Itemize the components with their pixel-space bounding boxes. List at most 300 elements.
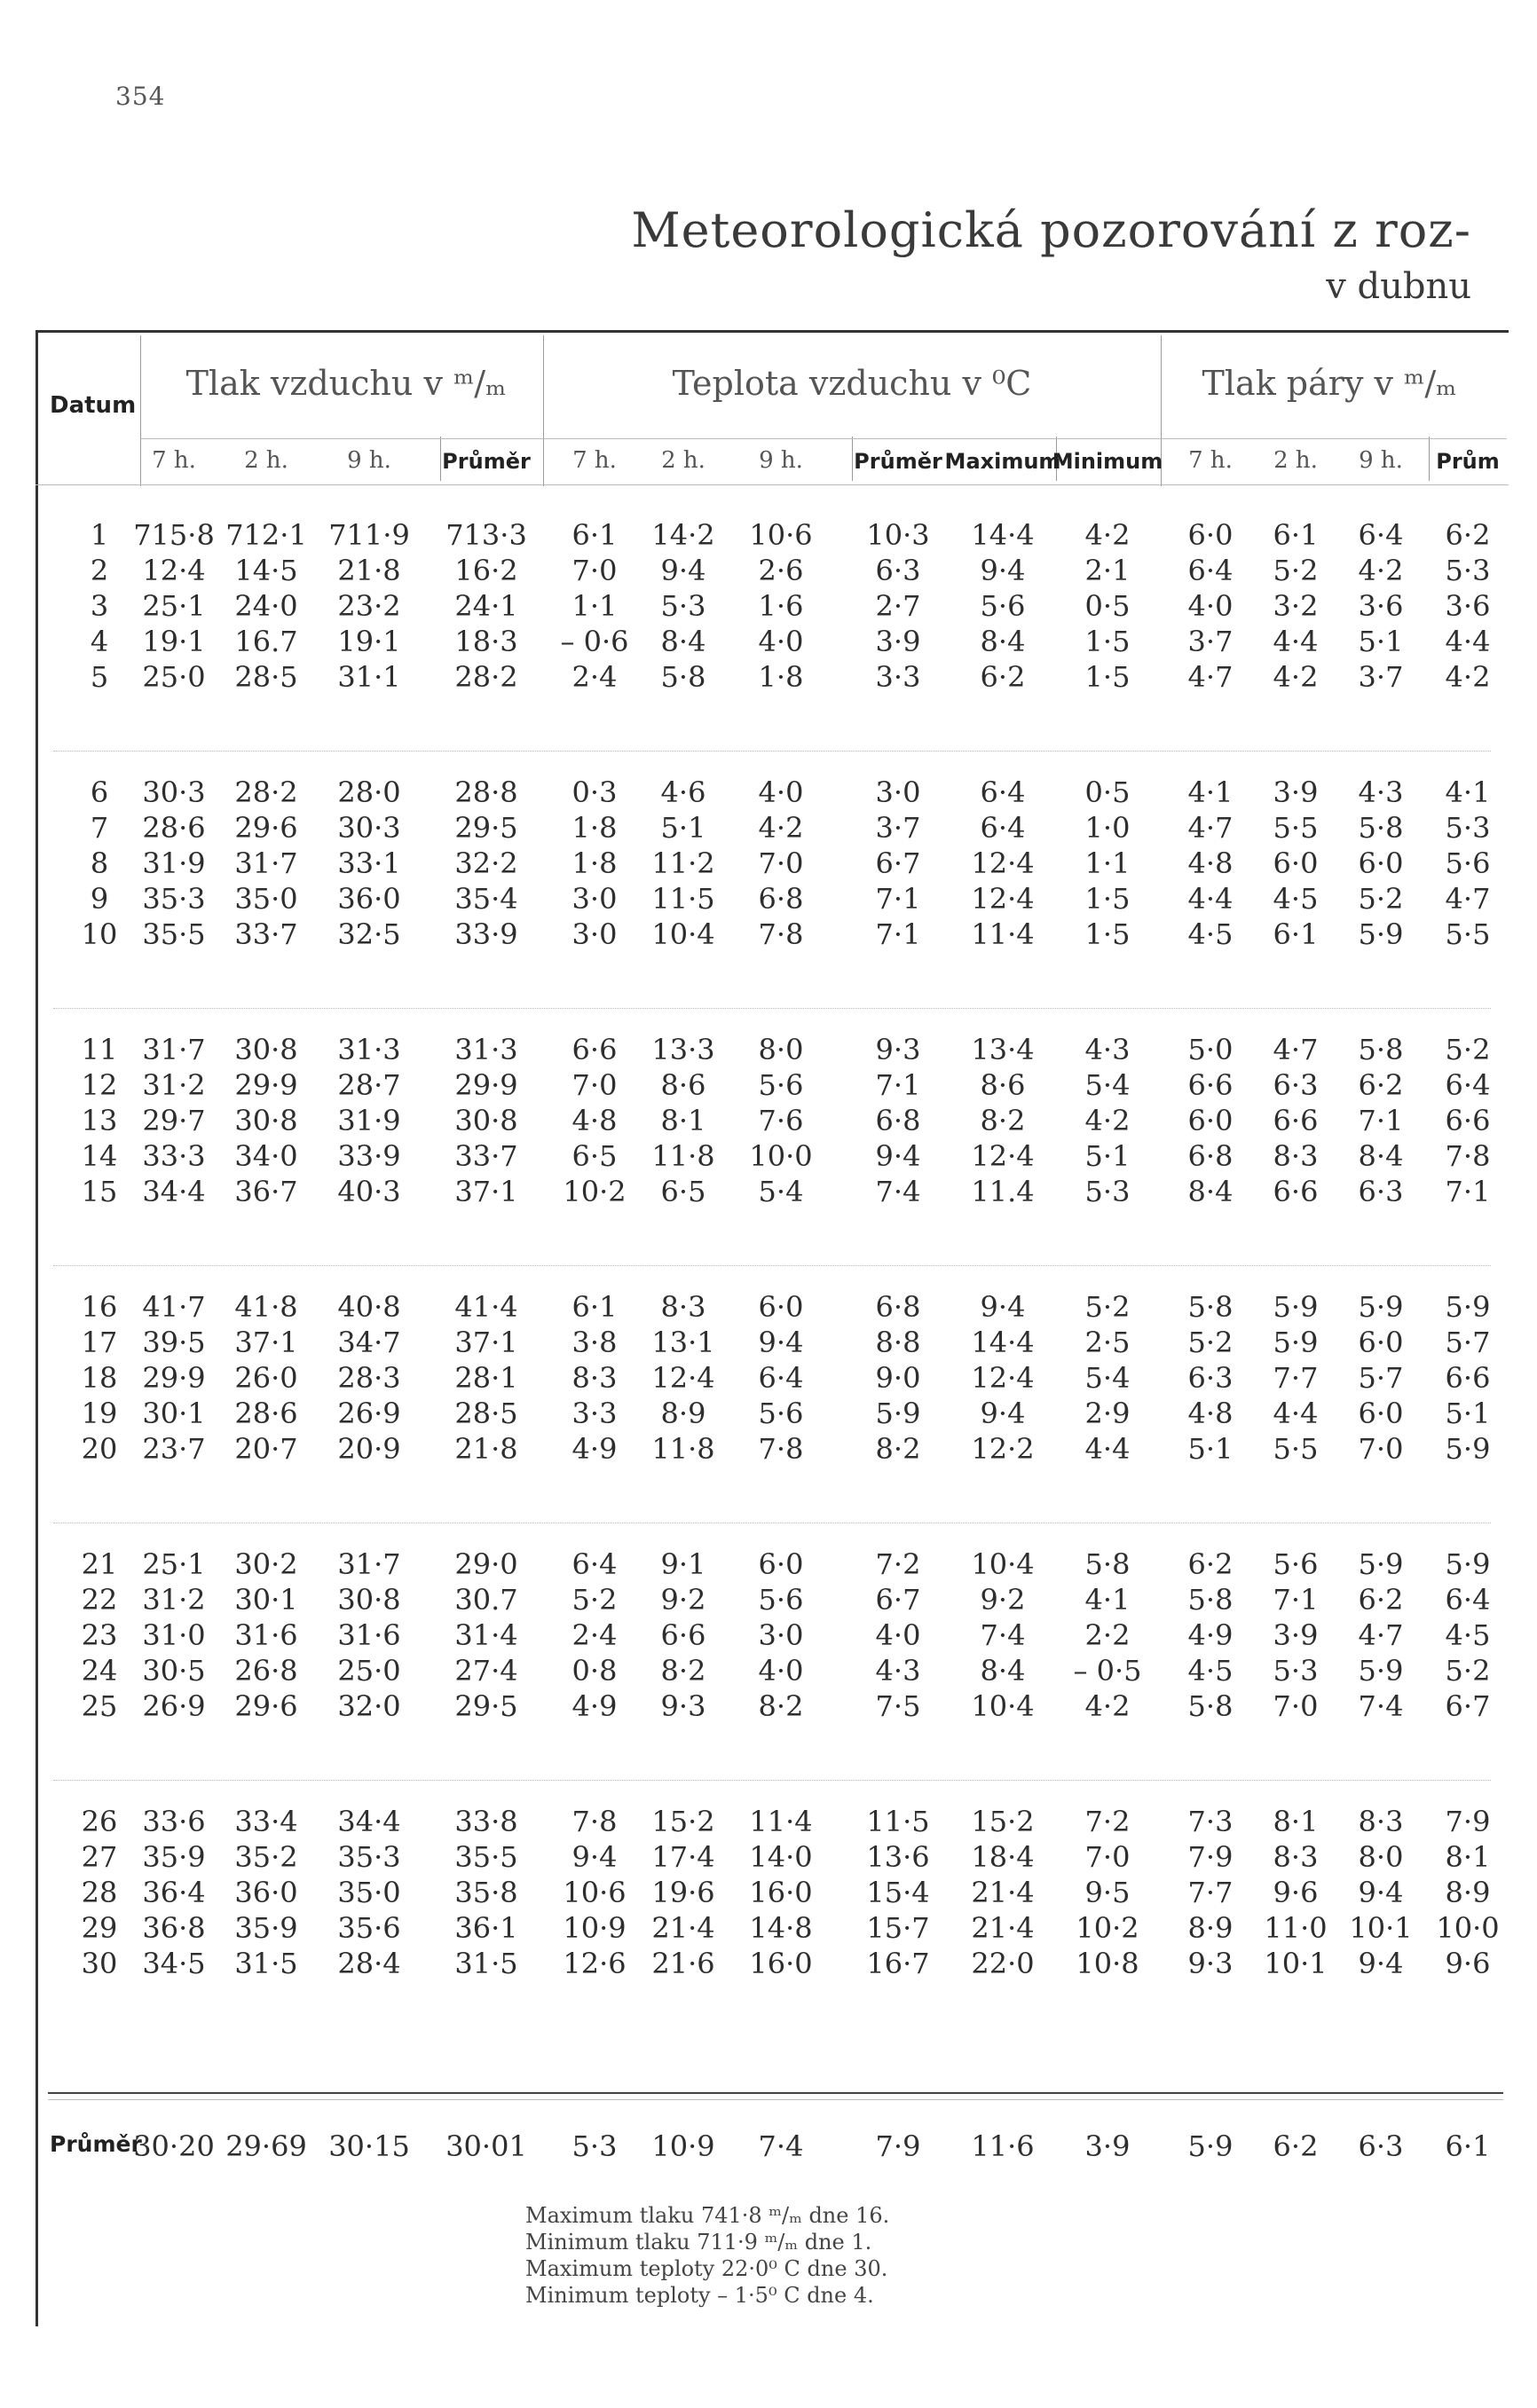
row-date: 5 xyxy=(90,660,109,694)
cell-temp-9h: 5·6 xyxy=(758,1397,804,1430)
cell-vapour-2h: 5·3 xyxy=(1273,1654,1319,1688)
cell-temp-7h: 0·3 xyxy=(571,775,618,809)
cell-vapour-2h: 10·1 xyxy=(1264,1947,1328,1980)
cell-vapour-7h: 6·8 xyxy=(1187,1139,1234,1173)
cell-temp-7h: 3·8 xyxy=(571,1326,618,1359)
row-date: 21 xyxy=(81,1547,118,1581)
cell-pressure-9h: 40·8 xyxy=(337,1290,401,1324)
cell-temp-9h: 7·8 xyxy=(758,1432,804,1466)
cell-temp-2h: 8·2 xyxy=(660,1654,706,1688)
cell-pressure-2h: 20·7 xyxy=(234,1432,298,1466)
group-header-temperature: Teplota vzduchu v ⁰C xyxy=(672,364,1032,403)
header-divider xyxy=(140,438,1507,439)
cell-vapour-9h: 6·4 xyxy=(1358,518,1404,552)
cell-vapour-2h: 7·1 xyxy=(1273,1583,1319,1617)
cell-temp-prumer: 7·1 xyxy=(875,882,921,916)
cell-temp-7h: 10·6 xyxy=(563,1876,627,1909)
cell-temp-2h: 11·2 xyxy=(651,846,715,880)
separator-pressure xyxy=(543,335,544,486)
cell-temp-2h: 8·6 xyxy=(660,1068,706,1102)
cell-temp-7h: 4·9 xyxy=(571,1432,618,1466)
cell-temp-minimum: 2·1 xyxy=(1084,554,1131,587)
cell-temp-2h: 5·8 xyxy=(660,660,706,694)
cell-temp-2h: 9·2 xyxy=(660,1583,706,1617)
row-date: 27 xyxy=(81,1840,118,1874)
cell-temp-9h: 14·0 xyxy=(749,1840,813,1874)
cell-temp-maximum: 13·4 xyxy=(971,1033,1035,1066)
cell-temp-minimum: 1·5 xyxy=(1084,625,1131,658)
table-row xyxy=(0,660,1537,696)
cell-vapour-9h: 4·7 xyxy=(1358,1618,1404,1652)
cell-pressure-7h: 36·4 xyxy=(142,1876,206,1909)
cell-vapour-2h: 5·5 xyxy=(1273,1432,1319,1466)
cell-pressure-9h: 31·3 xyxy=(337,1033,401,1066)
cell-temp-minimum: 5·8 xyxy=(1084,1547,1131,1581)
cell-pressure-7h: 31·0 xyxy=(142,1618,206,1652)
cell-pressure-9h: 25·0 xyxy=(337,1654,401,1688)
row-date: 18 xyxy=(81,1361,118,1395)
cell-temp-9h: 11·4 xyxy=(749,1805,813,1838)
cell-pressure-prumer: 16·2 xyxy=(454,554,518,587)
cell-vapour-9h: 6·2 xyxy=(1358,1583,1404,1617)
separator-datum xyxy=(140,335,141,486)
cell-pressure-9h: 35·3 xyxy=(337,1840,401,1874)
cell-temp-9h: 2·6 xyxy=(758,554,804,587)
col-temp-maximum: Maximum xyxy=(944,449,1061,474)
cell-vapour-7h: 4·8 xyxy=(1187,1397,1234,1430)
col-pressure-9h: 9 h. xyxy=(347,447,391,474)
cell-temp-7h: 1·8 xyxy=(571,811,618,845)
cell-temp-7h: 6·1 xyxy=(571,518,618,552)
cell-temp-7h: 7·0 xyxy=(571,1068,618,1102)
cell-vapour-7h: 5·8 xyxy=(1187,1290,1234,1324)
averages-top-rule xyxy=(48,2092,1503,2094)
cell-vapour-prum: 5·9 xyxy=(1445,1290,1491,1324)
cell-vapour-2h: 7·7 xyxy=(1273,1361,1319,1395)
cell-temp-9h: 10·0 xyxy=(749,1139,813,1173)
cell-vapour-7h: 3·7 xyxy=(1187,625,1234,658)
cell-vapour-7h: 5·0 xyxy=(1187,1033,1234,1066)
avg-temp-maximum: 11·6 xyxy=(971,2129,1035,2163)
cell-pressure-9h: 40·3 xyxy=(337,1175,401,1208)
cell-temp-prumer: 5·9 xyxy=(875,1397,921,1430)
col-temp-9h: 9 h. xyxy=(759,447,803,474)
cell-temp-2h: 19·6 xyxy=(651,1876,715,1909)
row-date: 26 xyxy=(81,1805,118,1838)
row-date: 4 xyxy=(90,625,109,658)
avg-vapour-prum: 6·1 xyxy=(1445,2129,1491,2163)
cell-pressure-7h: 31·7 xyxy=(142,1033,206,1066)
table-row xyxy=(0,1432,1537,1468)
cell-temp-7h: 6·6 xyxy=(571,1033,618,1066)
cell-pressure-2h: 29·9 xyxy=(234,1068,298,1102)
cell-temp-minimum: 9·5 xyxy=(1084,1876,1131,1909)
cell-temp-7h: 3·3 xyxy=(571,1397,618,1430)
cell-vapour-prum: 7·9 xyxy=(1445,1805,1491,1838)
cell-temp-maximum: 12·4 xyxy=(971,882,1035,916)
table-top-border xyxy=(35,330,1509,333)
cell-temp-2h: 8·9 xyxy=(660,1397,706,1430)
cell-pressure-9h: 34·7 xyxy=(337,1326,401,1359)
cell-temp-maximum: 14·4 xyxy=(971,518,1035,552)
cell-pressure-2h: 28·2 xyxy=(234,775,298,809)
cell-pressure-7h: 34·5 xyxy=(142,1947,206,1980)
cell-temp-2h: 4·6 xyxy=(660,775,706,809)
cell-temp-2h: 15·2 xyxy=(651,1805,715,1838)
cell-temp-minimum: 7·0 xyxy=(1084,1840,1131,1874)
avg-vapour-2h: 6·2 xyxy=(1273,2129,1319,2163)
cell-pressure-7h: 35·3 xyxy=(142,882,206,916)
cell-vapour-prum: 4·2 xyxy=(1445,660,1491,694)
table-row xyxy=(0,917,1537,953)
cell-pressure-7h: 28·6 xyxy=(142,811,206,845)
cell-temp-minimum: 4·3 xyxy=(1084,1033,1131,1066)
row-date: 8 xyxy=(90,846,109,880)
cell-pressure-2h: 30·8 xyxy=(234,1104,298,1137)
cell-pressure-9h: 32·5 xyxy=(337,917,401,951)
cell-vapour-9h: 4·3 xyxy=(1358,775,1404,809)
cell-temp-7h: 12·6 xyxy=(563,1947,627,1980)
cell-temp-maximum: 9·2 xyxy=(980,1583,1026,1617)
page-number: 354 xyxy=(115,82,166,111)
cell-temp-minimum: 7·2 xyxy=(1084,1805,1131,1838)
cell-pressure-2h: 26·8 xyxy=(234,1654,298,1688)
cell-vapour-2h: 5·6 xyxy=(1273,1547,1319,1581)
cell-temp-2h: 5·3 xyxy=(660,589,706,623)
cell-temp-9h: 8·0 xyxy=(758,1033,804,1066)
cell-temp-9h: 10·6 xyxy=(749,518,813,552)
cell-vapour-prum: 8·1 xyxy=(1445,1840,1491,1874)
cell-temp-2h: 9·3 xyxy=(660,1689,706,1723)
cell-temp-7h: 1·1 xyxy=(571,589,618,623)
table-row xyxy=(0,1618,1537,1654)
cell-temp-2h: 6·6 xyxy=(660,1618,706,1652)
cell-pressure-prumer: 33·7 xyxy=(454,1139,518,1173)
cell-vapour-7h: 6·2 xyxy=(1187,1547,1234,1581)
table-row xyxy=(0,1068,1537,1104)
cell-pressure-7h: 36·8 xyxy=(142,1911,206,1945)
cell-temp-9h: 9·4 xyxy=(758,1326,804,1359)
cell-pressure-9h: 34·4 xyxy=(337,1805,401,1838)
cell-pressure-9h: 711·9 xyxy=(328,518,410,552)
cell-temp-minimum: 0·5 xyxy=(1084,589,1131,623)
cell-pressure-9h: 32·0 xyxy=(337,1689,401,1723)
cell-temp-7h: 2·4 xyxy=(571,660,618,694)
cell-vapour-2h: 6·0 xyxy=(1273,846,1319,880)
cell-vapour-9h: 8·4 xyxy=(1358,1139,1404,1173)
cell-vapour-7h: 4·5 xyxy=(1187,917,1234,951)
cell-vapour-7h: 8·4 xyxy=(1187,1175,1234,1208)
avg-vapour-7h: 5·9 xyxy=(1187,2129,1234,2163)
cell-temp-prumer: 10·3 xyxy=(866,518,930,552)
cell-pressure-7h: 33·3 xyxy=(142,1139,206,1173)
table-row xyxy=(0,1290,1537,1326)
cell-temp-7h: 3·0 xyxy=(571,917,618,951)
cell-pressure-2h: 31·5 xyxy=(234,1947,298,1980)
separator-prum-vapour xyxy=(1429,437,1430,481)
avg-pressure-9h: 30·15 xyxy=(328,2129,410,2163)
cell-temp-9h: 16·0 xyxy=(749,1947,813,1980)
cell-pressure-2h: 35·0 xyxy=(234,882,298,916)
cell-vapour-9h: 5·9 xyxy=(1358,1290,1404,1324)
cell-vapour-prum: 10·0 xyxy=(1436,1911,1500,1945)
cell-temp-9h: 4·0 xyxy=(758,625,804,658)
cell-pressure-prumer: 24·1 xyxy=(454,589,518,623)
cell-temp-9h: 6·8 xyxy=(758,882,804,916)
cell-temp-2h: 6·5 xyxy=(660,1175,706,1208)
cell-vapour-2h: 6·6 xyxy=(1273,1175,1319,1208)
cell-vapour-2h: 8·3 xyxy=(1273,1139,1319,1173)
cell-temp-minimum: 5·4 xyxy=(1084,1068,1131,1102)
cell-temp-2h: 9·1 xyxy=(660,1547,706,1581)
note-min-temperature: Minimum teploty – 1·5⁰ C dne 4. xyxy=(525,2283,874,2308)
cell-vapour-2h: 5·5 xyxy=(1273,811,1319,845)
cell-vapour-7h: 7·7 xyxy=(1187,1876,1234,1909)
cell-vapour-prum: 4·4 xyxy=(1445,625,1491,658)
averages-second-rule xyxy=(48,2099,1503,2100)
cell-temp-minimum: 1·1 xyxy=(1084,846,1131,880)
row-date: 29 xyxy=(81,1911,118,1945)
cell-vapour-9h: 5·2 xyxy=(1358,882,1404,916)
row-date: 15 xyxy=(81,1175,118,1208)
cell-pressure-prumer: 33·9 xyxy=(454,917,518,951)
cell-temp-2h: 5·1 xyxy=(660,811,706,845)
table-row xyxy=(0,1840,1537,1876)
cell-pressure-2h: 33·4 xyxy=(234,1805,298,1838)
avg-pressure-prumer: 30·01 xyxy=(445,2129,527,2163)
table-row xyxy=(0,625,1537,660)
cell-temp-9h: 6·4 xyxy=(758,1361,804,1395)
cell-pressure-2h: 30·1 xyxy=(234,1583,298,1617)
cell-pressure-prumer: 18·3 xyxy=(454,625,518,658)
group-header-vapour: Tlak páry v ᵐ/ₘ xyxy=(1202,364,1457,403)
cell-temp-maximum: 21·4 xyxy=(971,1876,1035,1909)
cell-temp-minimum: 5·4 xyxy=(1084,1361,1131,1395)
cell-vapour-2h: 11·0 xyxy=(1264,1911,1328,1945)
row-date: 11 xyxy=(81,1033,118,1066)
table-row xyxy=(0,1326,1537,1361)
cell-temp-2h: 17·4 xyxy=(651,1840,715,1874)
cell-vapour-7h: 6·4 xyxy=(1187,554,1234,587)
cell-pressure-2h: 14·5 xyxy=(234,554,298,587)
cell-temp-2h: 8·3 xyxy=(660,1290,706,1324)
cell-temp-minimum: 2·5 xyxy=(1084,1326,1131,1359)
cell-temp-maximum: 8·6 xyxy=(980,1068,1026,1102)
cell-temp-maximum: 8·4 xyxy=(980,625,1026,658)
col-temp-2h: 2 h. xyxy=(661,447,705,474)
separator-prumer-pressure xyxy=(440,437,441,481)
cell-pressure-prumer: 30·8 xyxy=(454,1104,518,1137)
cell-temp-prumer: 3·3 xyxy=(875,660,921,694)
cell-vapour-9h: 5·9 xyxy=(1358,1654,1404,1688)
cell-vapour-9h: 6·0 xyxy=(1358,1326,1404,1359)
cell-pressure-7h: 30·1 xyxy=(142,1397,206,1430)
cell-pressure-prumer: 28·1 xyxy=(454,1361,518,1395)
cell-pressure-prumer: 31·4 xyxy=(454,1618,518,1652)
cell-pressure-prumer: 21·8 xyxy=(454,1432,518,1466)
cell-vapour-2h: 4·5 xyxy=(1273,882,1319,916)
table-row xyxy=(0,882,1537,917)
cell-temp-prumer: 3·0 xyxy=(875,775,921,809)
cell-temp-9h: 7·6 xyxy=(758,1104,804,1137)
table-row xyxy=(0,846,1537,882)
cell-temp-minimum: 0·5 xyxy=(1084,775,1131,809)
cell-temp-9h: 5·6 xyxy=(758,1583,804,1617)
cell-pressure-9h: 26·9 xyxy=(337,1397,401,1430)
row-date: 28 xyxy=(81,1876,118,1909)
cell-temp-minimum: 1·5 xyxy=(1084,882,1131,916)
cell-vapour-2h: 6·3 xyxy=(1273,1068,1319,1102)
cell-temp-7h: 9·4 xyxy=(571,1840,618,1874)
cell-temp-maximum: 5·6 xyxy=(980,589,1026,623)
cell-vapour-2h: 4·4 xyxy=(1273,1397,1319,1430)
table-row xyxy=(0,1033,1537,1068)
cell-pressure-prumer: 31·3 xyxy=(454,1033,518,1066)
cell-vapour-prum: 6·4 xyxy=(1445,1068,1491,1102)
block-divider xyxy=(53,1008,1491,1009)
cell-temp-prumer: 7·1 xyxy=(875,1068,921,1102)
cell-temp-7h: 4·8 xyxy=(571,1104,618,1137)
cell-pressure-7h: 715·8 xyxy=(133,518,215,552)
cell-vapour-7h: 5·2 xyxy=(1187,1326,1234,1359)
cell-pressure-9h: 31·6 xyxy=(337,1618,401,1652)
cell-temp-9h: 7·8 xyxy=(758,917,804,951)
cell-vapour-7h: 4·4 xyxy=(1187,882,1234,916)
cell-vapour-9h: 9·4 xyxy=(1358,1876,1404,1909)
row-date: 17 xyxy=(81,1326,118,1359)
cell-vapour-2h: 8·1 xyxy=(1273,1805,1319,1838)
cell-temp-7h: 4·9 xyxy=(571,1689,618,1723)
cell-temp-2h: 11·8 xyxy=(651,1432,715,1466)
avg-temp-prumer: 7·9 xyxy=(875,2129,921,2163)
cell-temp-prumer: 8·8 xyxy=(875,1326,921,1359)
cell-vapour-prum: 4·7 xyxy=(1445,882,1491,916)
cell-vapour-prum: 5·3 xyxy=(1445,811,1491,845)
cell-temp-prumer: 6·7 xyxy=(875,846,921,880)
cell-temp-maximum: 6·4 xyxy=(980,775,1026,809)
cell-pressure-2h: 31·6 xyxy=(234,1618,298,1652)
cell-pressure-9h: 31·1 xyxy=(337,660,401,694)
table-row xyxy=(0,1397,1537,1432)
cell-vapour-9h: 5·1 xyxy=(1358,625,1404,658)
cell-temp-9h: 1·6 xyxy=(758,589,804,623)
cell-temp-maximum: 6·4 xyxy=(980,811,1026,845)
cell-pressure-9h: 36·0 xyxy=(337,882,401,916)
cell-pressure-7h: 29·9 xyxy=(142,1361,206,1395)
cell-vapour-9h: 8·3 xyxy=(1358,1805,1404,1838)
table-row xyxy=(0,775,1537,811)
cell-temp-minimum: 2·2 xyxy=(1084,1618,1131,1652)
cell-pressure-prumer: 29·5 xyxy=(454,1689,518,1723)
cell-temp-9h: 7·0 xyxy=(758,846,804,880)
cell-temp-7h: 10·2 xyxy=(563,1175,627,1208)
cell-temp-maximum: 8·4 xyxy=(980,1654,1026,1688)
cell-temp-9h: 1·8 xyxy=(758,660,804,694)
table-row xyxy=(0,1654,1537,1689)
cell-temp-2h: 11·8 xyxy=(651,1139,715,1173)
cell-temp-minimum: – 0·5 xyxy=(1073,1654,1142,1688)
cell-vapour-2h: 7·0 xyxy=(1273,1689,1319,1723)
cell-pressure-9h: 35·6 xyxy=(337,1911,401,1945)
cell-vapour-2h: 4·2 xyxy=(1273,660,1319,694)
cell-temp-maximum: 12·4 xyxy=(971,1361,1035,1395)
cell-vapour-7h: 4·0 xyxy=(1187,589,1234,623)
cell-pressure-7h: 39·5 xyxy=(142,1326,206,1359)
row-date: 9 xyxy=(90,882,109,916)
cell-temp-9h: 14·8 xyxy=(749,1911,813,1945)
group-header-pressure: Tlak vzduchu v ᵐ/ₘ xyxy=(185,364,507,403)
cell-vapour-2h: 4·4 xyxy=(1273,625,1319,658)
cell-vapour-9h: 4·2 xyxy=(1358,554,1404,587)
cell-vapour-prum: 8·9 xyxy=(1445,1876,1491,1909)
cell-temp-7h: 6·5 xyxy=(571,1139,618,1173)
cell-pressure-7h: 30·3 xyxy=(142,775,206,809)
cell-vapour-7h: 9·3 xyxy=(1187,1947,1234,1980)
cell-vapour-7h: 6·0 xyxy=(1187,518,1234,552)
cell-temp-9h: 3·0 xyxy=(758,1618,804,1652)
cell-temp-9h: 6·0 xyxy=(758,1547,804,1581)
table-row xyxy=(0,1104,1537,1139)
cell-temp-minimum: 4·2 xyxy=(1084,1104,1131,1137)
cell-vapour-7h: 7·3 xyxy=(1187,1805,1234,1838)
cell-temp-maximum: 22·0 xyxy=(971,1947,1035,1980)
table-row xyxy=(0,589,1537,625)
table-row xyxy=(0,1175,1537,1210)
cell-pressure-2h: 41·8 xyxy=(234,1290,298,1324)
cell-pressure-prumer: 37·1 xyxy=(454,1175,518,1208)
cell-pressure-prumer: 36·1 xyxy=(454,1911,518,1945)
cell-pressure-2h: 33·7 xyxy=(234,917,298,951)
cell-vapour-9h: 7·4 xyxy=(1358,1689,1404,1723)
cell-vapour-prum: 5·6 xyxy=(1445,846,1491,880)
averages-label: Průměr xyxy=(50,2131,142,2157)
cell-pressure-2h: 30·2 xyxy=(234,1547,298,1581)
row-date: 10 xyxy=(81,917,118,951)
cell-temp-7h: 3·0 xyxy=(571,882,618,916)
cell-temp-minimum: 2·9 xyxy=(1084,1397,1131,1430)
cell-temp-maximum: 18·4 xyxy=(971,1840,1035,1874)
cell-vapour-prum: 5·9 xyxy=(1445,1547,1491,1581)
cell-pressure-prumer: 33·8 xyxy=(454,1805,518,1838)
row-date: 6 xyxy=(90,775,109,809)
cell-pressure-9h: 19·1 xyxy=(337,625,401,658)
cell-vapour-prum: 6·7 xyxy=(1445,1689,1491,1723)
row-date: 25 xyxy=(81,1689,118,1723)
cell-vapour-7h: 6·0 xyxy=(1187,1104,1234,1137)
page-subtitle: v dubnu xyxy=(1326,266,1471,307)
cell-pressure-7h: 35·5 xyxy=(142,917,206,951)
table-row xyxy=(0,1547,1537,1583)
row-date: 30 xyxy=(81,1947,118,1980)
cell-temp-maximum: 11.4 xyxy=(971,1175,1035,1208)
cell-temp-prumer: 11·5 xyxy=(866,1805,930,1838)
cell-pressure-2h: 31·7 xyxy=(234,846,298,880)
col-pressure-2h: 2 h. xyxy=(244,447,288,474)
table-row xyxy=(0,1876,1537,1911)
cell-vapour-prum: 6·6 xyxy=(1445,1104,1491,1137)
cell-pressure-9h: 28·7 xyxy=(337,1068,401,1102)
cell-temp-maximum: 10·4 xyxy=(971,1547,1035,1581)
table-row xyxy=(0,1139,1537,1175)
cell-pressure-9h: 33·9 xyxy=(337,1139,401,1173)
cell-pressure-2h: 16.7 xyxy=(234,625,298,658)
cell-temp-2h: 11·5 xyxy=(651,882,715,916)
col-vapour-2h: 2 h. xyxy=(1273,447,1318,474)
cell-pressure-prumer: 29·9 xyxy=(454,1068,518,1102)
avg-pressure-2h: 29·69 xyxy=(225,2129,307,2163)
row-date: 19 xyxy=(81,1397,118,1430)
col-vapour-9h: 9 h. xyxy=(1359,447,1403,474)
